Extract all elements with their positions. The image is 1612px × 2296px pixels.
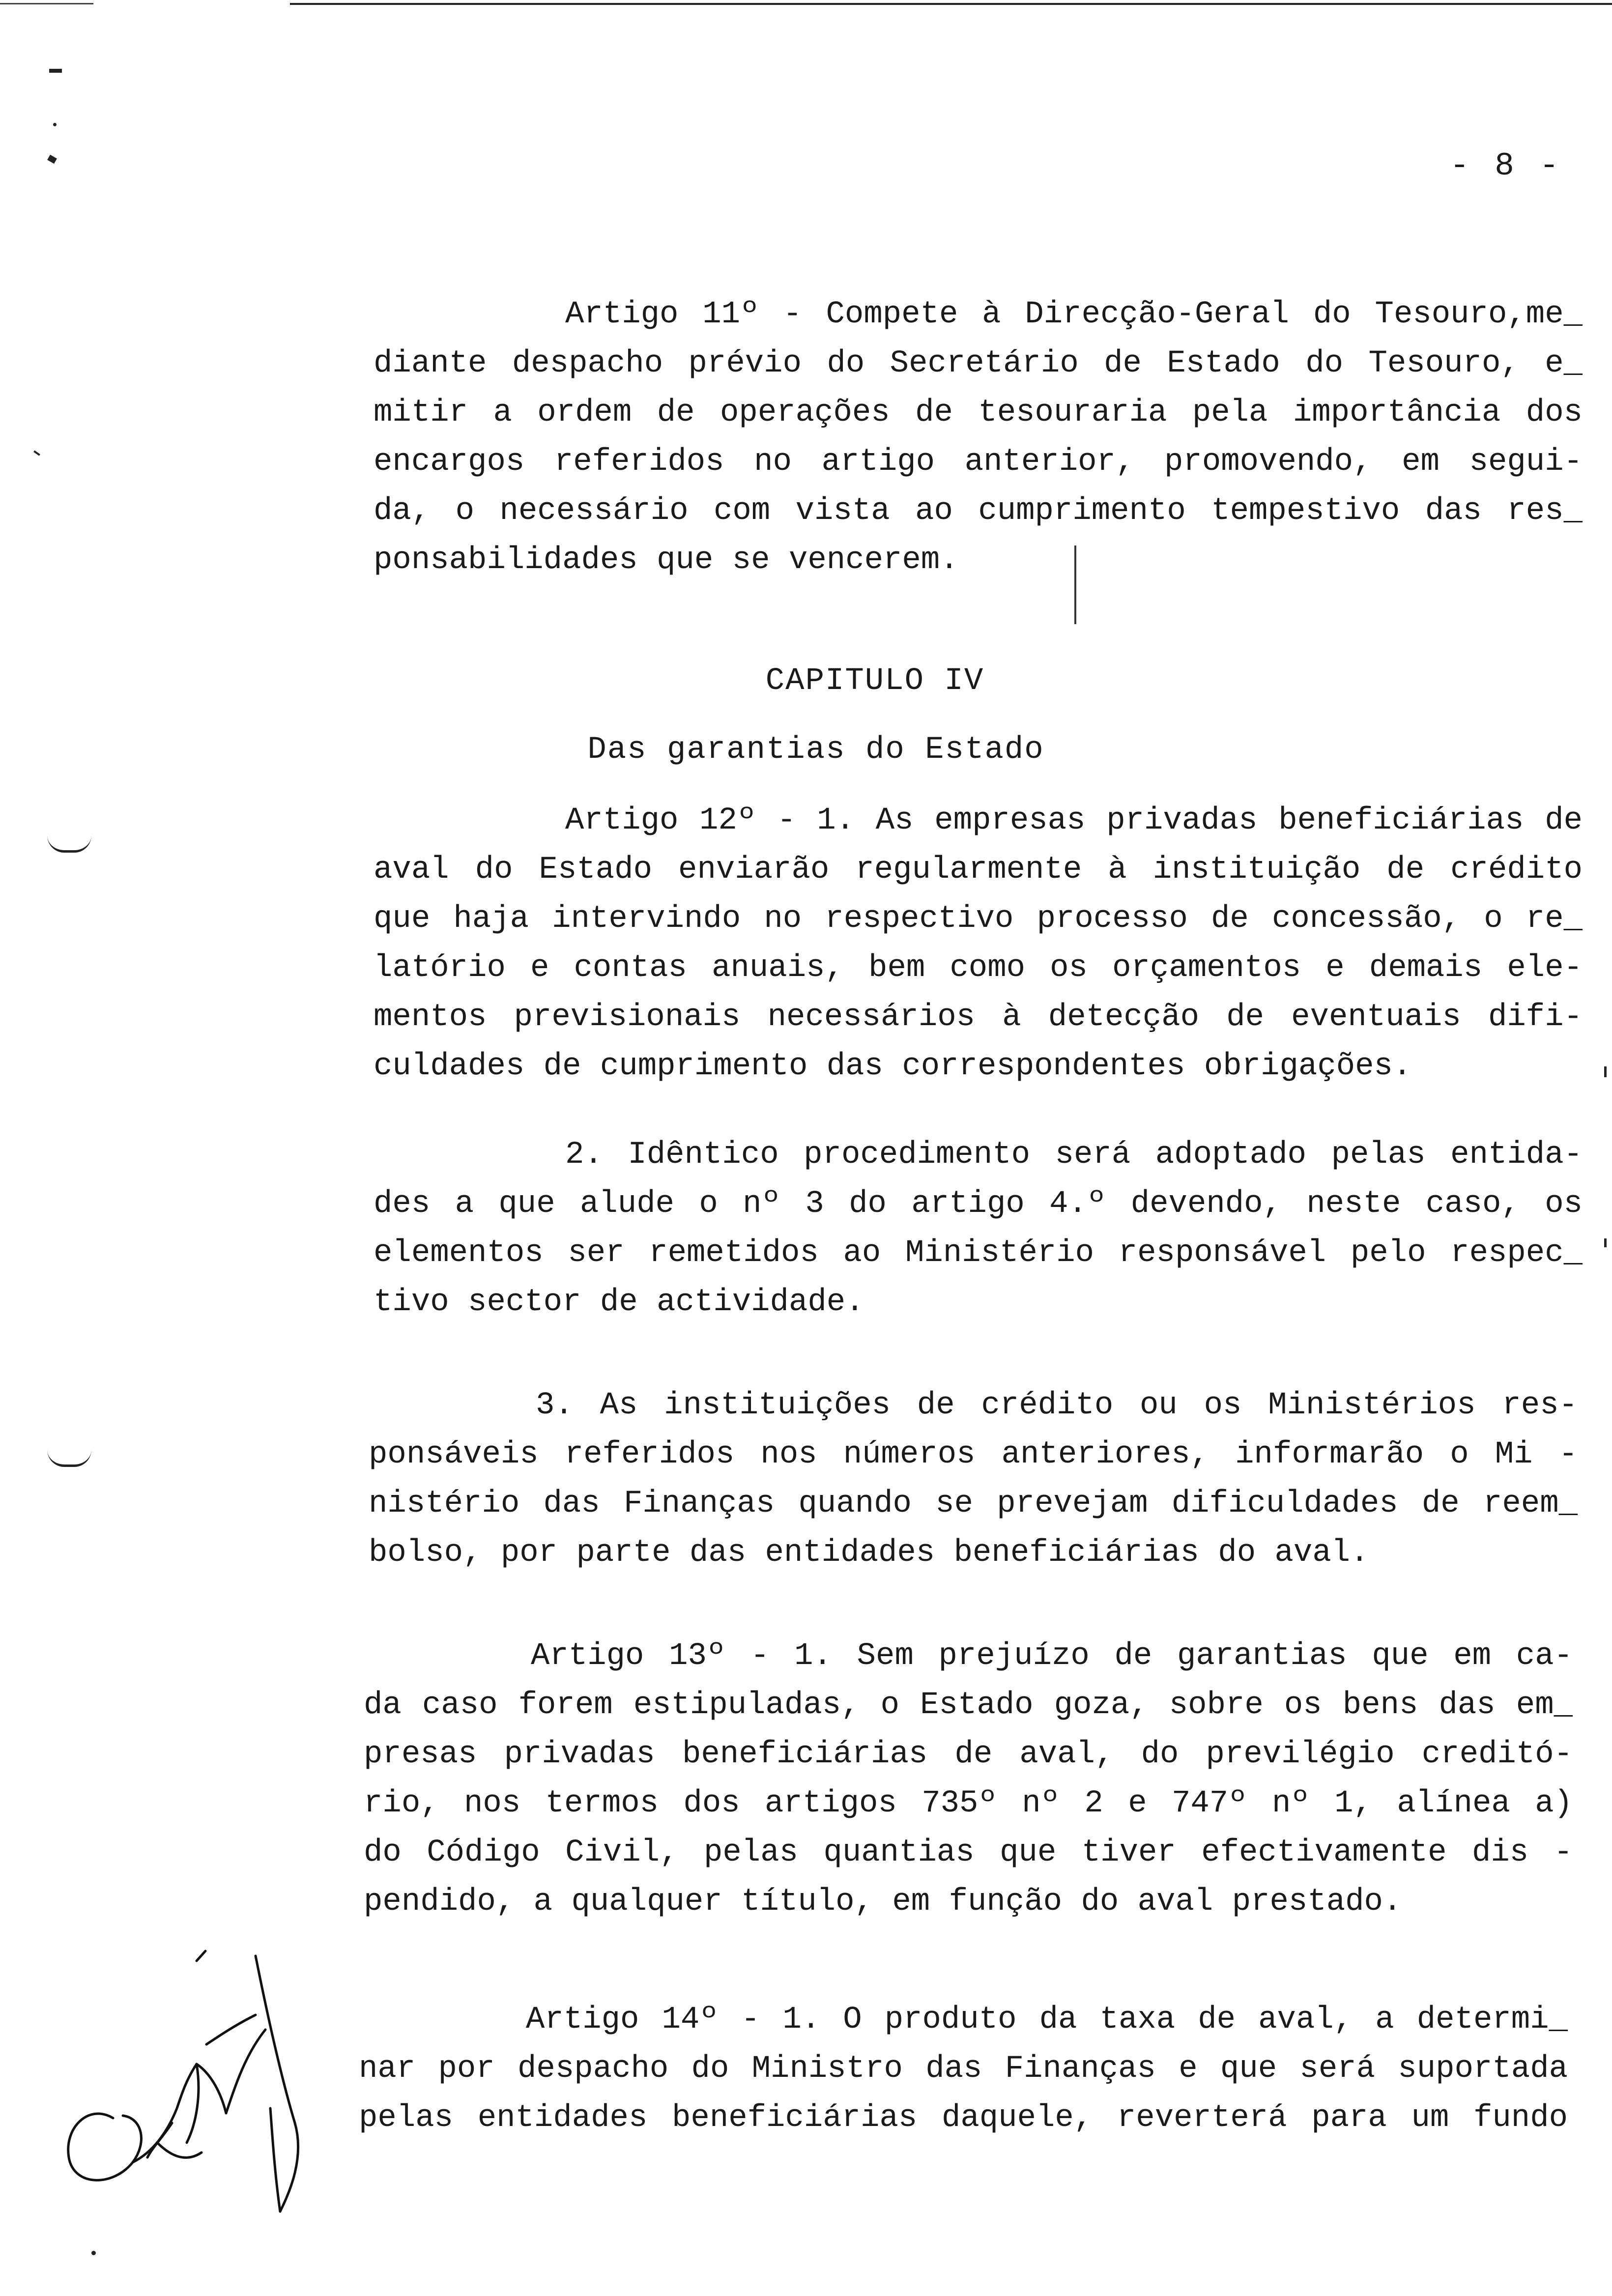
text-line: aval do Estado enviarão regularmente à instituição de crédito — [374, 852, 1583, 888]
text-line: pendido, a qualquer título, em função do aval prestado. — [364, 1884, 1402, 1920]
text-line: do Código Civil, pelas quantias que tiver efectivamente dis - — [364, 1835, 1573, 1870]
margin-mark — [33, 450, 40, 456]
text-line: encargos referidos no artigo anterior, promovendo, em segui- — [374, 444, 1583, 480]
text-line: 3. As instituições de crédito ou os Ministérios res- — [536, 1388, 1578, 1423]
margin-mark — [1604, 1238, 1607, 1247]
margin-mark — [49, 69, 62, 73]
artigo-11-paragraph — [374, 290, 1583, 585]
margin-mark — [53, 123, 57, 126]
text-line: ponsabilidades que se vencerem. — [374, 543, 959, 578]
margin-bracket-mark — [47, 835, 91, 853]
page-number: - 8 - — [1450, 147, 1562, 184]
chapter-title: CAPITULO IV — [765, 663, 984, 699]
artigo-12-paragraph-3 — [369, 1381, 1578, 1578]
margin-bracket-mark — [47, 1450, 91, 1467]
artigo-12-paragraph-2 — [374, 1130, 1583, 1327]
artigo-12-paragraph-1 — [374, 796, 1583, 1091]
handwritten-signature-image — [49, 1946, 315, 2221]
margin-mark — [91, 2251, 96, 2255]
text-line: Artigo 12º - 1. As empresas privadas beneficiárias de — [565, 803, 1583, 838]
handwritten-vertical-mark — [1074, 545, 1076, 624]
artigo-14-paragraph — [359, 1995, 1568, 2143]
text-line: rio, nos termos dos artigos 735º nº 2 e 747º nº 1, alínea a) — [364, 1786, 1573, 1821]
text-line: elementos ser remetidos ao Ministério responsável pelo respec_ — [374, 1235, 1583, 1271]
text-line: latório e contas anuais, bem como os orçamentos e demais ele- — [374, 950, 1583, 986]
top-edge-rule-left — [0, 3, 93, 4]
text-line: diante despacho prévio do Secretário de Estado do Tesouro, e_ — [374, 346, 1583, 381]
text-line: mentos previsionais necessários à detecção de eventuais difi- — [374, 1000, 1583, 1035]
text-line: mitir a ordem de operações de tesouraria pela importância dos — [374, 395, 1583, 430]
text-line: 2. Idêntico procedimento será adoptado pelas entida- — [565, 1137, 1583, 1173]
text-line: presas privadas beneficiárias de aval, do previlégio creditó- — [364, 1737, 1573, 1772]
text-line: Artigo 13º - 1. Sem prejuízo de garantias que em ca- — [531, 1638, 1573, 1674]
artigo-13-paragraph — [364, 1632, 1573, 1926]
text-line: Artigo 14º - 1. O produto da taxa de aval, a determi_ — [526, 2002, 1568, 2038]
text-line: nistério das Finanças quando se prevejam dificuldades de reem_ — [369, 1486, 1578, 1521]
text-line: da caso forem estipuladas, o Estado goza, sobre os bens das em_ — [364, 1688, 1573, 1723]
top-edge-rule — [290, 3, 1612, 5]
text-line: pelas entidades beneficiárias daquele, reverterá para um fundo — [359, 2100, 1568, 2136]
text-line: tivo sector de actividade. — [374, 1285, 864, 1320]
text-line: bolso, por parte das entidades beneficiárias do aval. — [369, 1535, 1369, 1571]
margin-mark — [47, 155, 57, 164]
text-line: nar por despacho do Ministro das Finanças e que será suportada — [359, 2051, 1568, 2087]
text-line: da, o necessário com vista ao cumprimento tempestivo das res_ — [374, 493, 1583, 529]
margin-mark — [1604, 1066, 1607, 1077]
text-line: culdades de cumprimento das correspondentes obrigações. — [374, 1049, 1412, 1084]
chapter-subtitle: Das garantias do Estado — [587, 732, 1044, 768]
text-line: ponsáveis referidos nos números anteriores, informarão o Mi - — [369, 1437, 1578, 1472]
text-line: des a que alude o nº 3 do artigo 4.º devendo, neste caso, os — [374, 1186, 1583, 1222]
text-line: que haja intervindo no respectivo processo de concessão, o re_ — [374, 901, 1583, 937]
text-line: Artigo 11º - Compete à Direcção-Geral do Tesouro,me_ — [565, 297, 1583, 332]
